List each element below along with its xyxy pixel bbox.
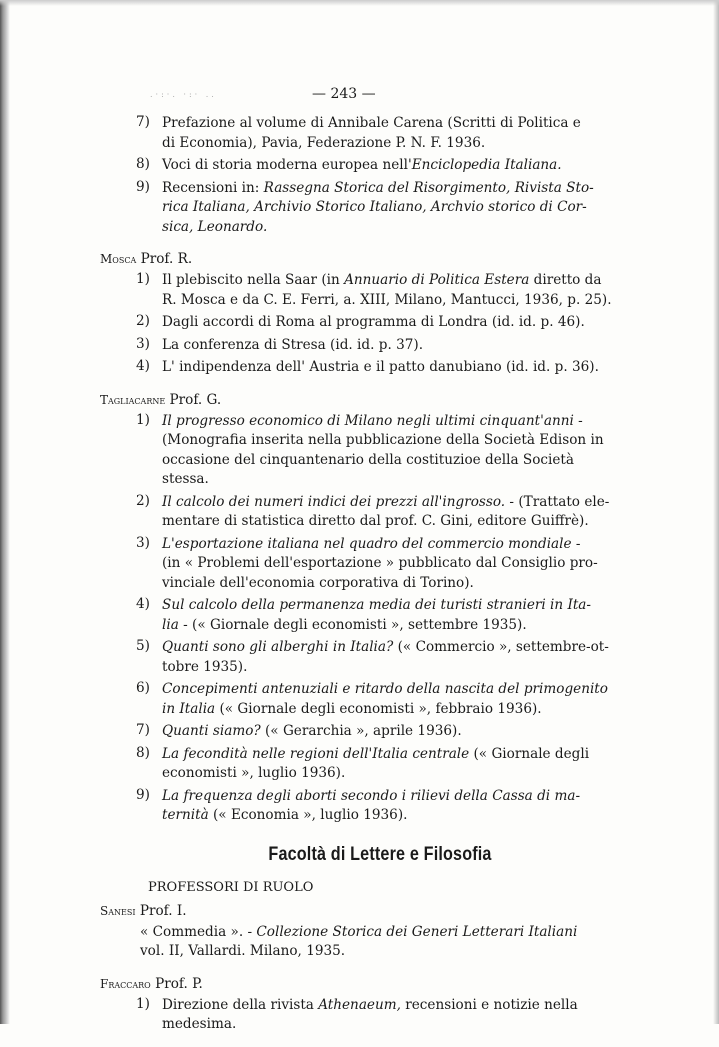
- page-content: [100, 114, 620, 1047]
- author-title: Prof. P.: [155, 975, 203, 992]
- list-item: [100, 156, 620, 176]
- text-segment: Direzione della rivista: [162, 996, 319, 1013]
- author-title: Prof. I.: [139, 902, 187, 919]
- text-line: [162, 313, 620, 333]
- item-number: 5): [136, 638, 150, 654]
- item-number: 1): [136, 411, 150, 428]
- text-segment: (in « Problemi dell'esportazione » pubblicato dal Consiglio pro-: [162, 555, 598, 571]
- text-line: [162, 179, 620, 199]
- item-number: 4): [136, 596, 150, 612]
- text-line: [162, 554, 620, 574]
- text-segment: (« Gerarchia », aprile 1936).: [260, 723, 462, 739]
- text-segment: stessa.: [162, 471, 209, 487]
- text-line: [162, 616, 620, 636]
- item-number: 3): [136, 335, 150, 352]
- italic-title: Quanti sono gli alberghi in Italia?: [162, 639, 394, 655]
- text-line: [162, 787, 620, 807]
- item-number: 8): [136, 744, 150, 761]
- italic-title: La fecondità nelle regioni dell'Italia centrale: [162, 745, 470, 762]
- italic-title: Il calcolo dei numeri indici dei prezzi all'ingrosso.: [162, 493, 506, 510]
- text-segment: (« Giornale degli economisti », febbraio 1936).: [215, 700, 542, 717]
- text-line: [162, 198, 620, 218]
- italic-title: lia: [162, 616, 179, 633]
- scan-smudge: .·:·. ·:· ..: [150, 90, 217, 99]
- item-number: 9): [136, 178, 150, 195]
- list-item: [100, 638, 620, 677]
- item-number: 2): [136, 492, 150, 509]
- list-item: [100, 680, 620, 719]
- text-segment: diretto da: [529, 272, 602, 288]
- author-heading: [100, 390, 620, 410]
- author-title: Prof. R.: [140, 251, 193, 267]
- list-item: [100, 358, 620, 378]
- text-line: [162, 680, 620, 700]
- text-segment: -: [571, 535, 581, 552]
- text-segment: mentare di statistica diretto dal prof. C. Gini, editore Guiffrè).: [162, 513, 589, 529]
- text-segment: Recensioni in:: [162, 179, 264, 196]
- author-sections: [100, 249, 620, 826]
- list-item: [100, 996, 620, 1035]
- text-line: [162, 658, 620, 678]
- italic-title: Sul calcolo della permanenza media dei turisti stranieri in Ita-: [162, 597, 592, 613]
- item-number: 6): [136, 680, 150, 696]
- text-segment: (Monografia inserita nella pubblicazione della Società Edison in: [162, 432, 604, 448]
- item-number: 1): [136, 995, 150, 1012]
- italic-title: sica, Leonardo.: [162, 218, 268, 235]
- text-segment: medesima.: [162, 1016, 237, 1032]
- text-segment: La conferenza di Stresa (id. id. p. 37).: [162, 336, 424, 353]
- text-segment: L' indipendenza dell' Austria e il patto danubiano (id. id. p. 36).: [162, 359, 599, 375]
- text-line: [162, 134, 620, 154]
- text-line: [140, 942, 620, 962]
- item-number: 1): [136, 271, 150, 287]
- scan-edge-right: [713, 0, 719, 1024]
- text-line: [162, 700, 620, 720]
- author-title: Prof. G.: [169, 391, 222, 408]
- list-item: [100, 787, 620, 826]
- text-line: [162, 1015, 620, 1035]
- list-item: [100, 722, 620, 742]
- author-surname: Mosca: [100, 252, 137, 266]
- list-item: [100, 179, 620, 238]
- text-line: [162, 271, 620, 291]
- text-line: [162, 218, 620, 238]
- italic-title: Enciclopedia Italiana.: [411, 157, 562, 173]
- list-item: [100, 114, 620, 153]
- list-item: [100, 923, 620, 962]
- text-line: [162, 431, 620, 451]
- italic-title: Collezione Storica dei Generi Letterari Italiani: [256, 923, 578, 940]
- text-line: [162, 535, 620, 555]
- author-section: [100, 974, 620, 1035]
- text-segment: economisti », luglio 1936).: [162, 765, 346, 781]
- text-segment: Dagli accordi di Roma al programma di Londra (id. id. p. 46).: [162, 314, 585, 330]
- text-segment: (« Economia », luglio 1936).: [208, 807, 408, 823]
- page-number: — 243 —: [312, 86, 376, 102]
- text-line: [162, 493, 620, 513]
- text-segment: di Economia), Pavia, Federazione P. N. F. 1936.: [162, 134, 486, 151]
- italic-title: Quanti siamo?: [162, 723, 261, 739]
- text-line: [162, 764, 620, 784]
- text-segment: recensioni e notizie nella: [400, 996, 578, 1013]
- item-number: 3): [136, 534, 150, 551]
- text-segment: occasione del cinquantenario della costituzioe della Società: [162, 451, 574, 468]
- list-item: [100, 535, 620, 594]
- author-surname: Tagliacarne: [100, 392, 166, 407]
- author-surname: Fraccaro: [100, 976, 151, 991]
- text-segment: -: [573, 412, 583, 429]
- list-item: [100, 313, 620, 333]
- text-segment: (« Giornale degli: [469, 745, 590, 762]
- text-segment: (« Commercio », settembre-ot-: [393, 639, 609, 655]
- item-number: 7): [136, 722, 150, 738]
- text-line: [140, 923, 620, 943]
- text-segment: Il plebiscito nella Saar (in: [162, 272, 345, 288]
- italic-title: Il progresso economico di Milano negli ultimi cinquant'anni: [162, 412, 574, 429]
- italic-title: Rassegna Storica del Risorgimento, Rivista Sto-: [263, 179, 594, 196]
- author-section: [100, 390, 620, 826]
- text-line: [162, 412, 620, 432]
- italic-title: Athenaeum,: [318, 996, 401, 1013]
- text-line: [162, 722, 620, 742]
- author-section: [100, 249, 620, 378]
- item-number: 7): [136, 114, 150, 130]
- item-number: 8): [136, 156, 150, 172]
- text-line: [162, 451, 620, 471]
- text-segment: vinciale dell'economia corporativa di Torino).: [162, 574, 474, 591]
- list-item: [100, 596, 620, 635]
- text-segment: Prefazione al volume di Annibale Carena (Scritti di Politica e: [162, 115, 581, 131]
- italic-title: La frequenza degli aborti secondo i rilievi della Cassa di ma-: [162, 787, 581, 804]
- faculty-heading: Facoltà di Lettere e Filosofia: [268, 843, 492, 865]
- list-item: [100, 271, 620, 310]
- item-number: 2): [136, 313, 150, 329]
- italic-title: L'esportazione italiana nel quadro del commercio mondiale: [162, 535, 572, 552]
- italic-title: rica Italiana, Archivio Storico Italiano, Archvio storico di Cor-: [162, 199, 587, 215]
- text-line: [162, 336, 620, 356]
- author-section: [100, 901, 620, 962]
- italic-title: Concepimenti antenuziali e ritardo della nascita del primogenito: [162, 681, 608, 697]
- text-segment: - (« Giornale degli economisti », settembre 1935).: [178, 616, 527, 633]
- text-line: [162, 114, 620, 134]
- scan-edge-left: [0, 0, 10, 1024]
- text-segment: R. Mosca e da C. E. Ferri, a. XIII, Milano, Mantucci, 1936, p. 25).: [162, 291, 612, 308]
- author-heading: [100, 249, 620, 269]
- author-heading: [100, 901, 620, 921]
- italic-title: ternità: [162, 807, 209, 823]
- text-line: [162, 745, 620, 765]
- text-line: [162, 574, 620, 594]
- list-item: [100, 412, 620, 490]
- subheading: PROFESSORI DI RUOLO: [148, 879, 314, 895]
- text-line: [162, 596, 620, 616]
- text-segment: vol. II, Vallardi. Milano, 1935.: [140, 943, 346, 959]
- text-line: [162, 512, 620, 532]
- text-line: [162, 291, 620, 311]
- italic-title: Annuario di Politica Estera: [344, 272, 530, 288]
- text-line: [162, 156, 620, 176]
- text-segment: Voci di storia moderna europea nell': [162, 157, 412, 173]
- item-number: 9): [136, 786, 150, 803]
- author-surname: Sanesi: [100, 903, 136, 918]
- text-segment: « Commedia ». -: [140, 923, 257, 940]
- italic-title: in Italia: [162, 700, 216, 717]
- text-segment: tobre 1935).: [162, 658, 248, 675]
- scan-edge-top: [0, 0, 719, 6]
- text-line: [162, 806, 620, 826]
- text-line: [162, 470, 620, 490]
- text-line: [162, 358, 620, 378]
- continued-list: [100, 114, 620, 237]
- list-item: [100, 336, 620, 356]
- author-heading: [100, 974, 620, 994]
- text-line: [162, 638, 620, 658]
- text-line: [162, 996, 620, 1016]
- list-item: [100, 493, 620, 532]
- list-item: [100, 745, 620, 784]
- text-segment: - (Trattato ele-: [505, 493, 610, 510]
- item-number: 4): [136, 358, 150, 374]
- author-sections-2: [100, 901, 620, 1035]
